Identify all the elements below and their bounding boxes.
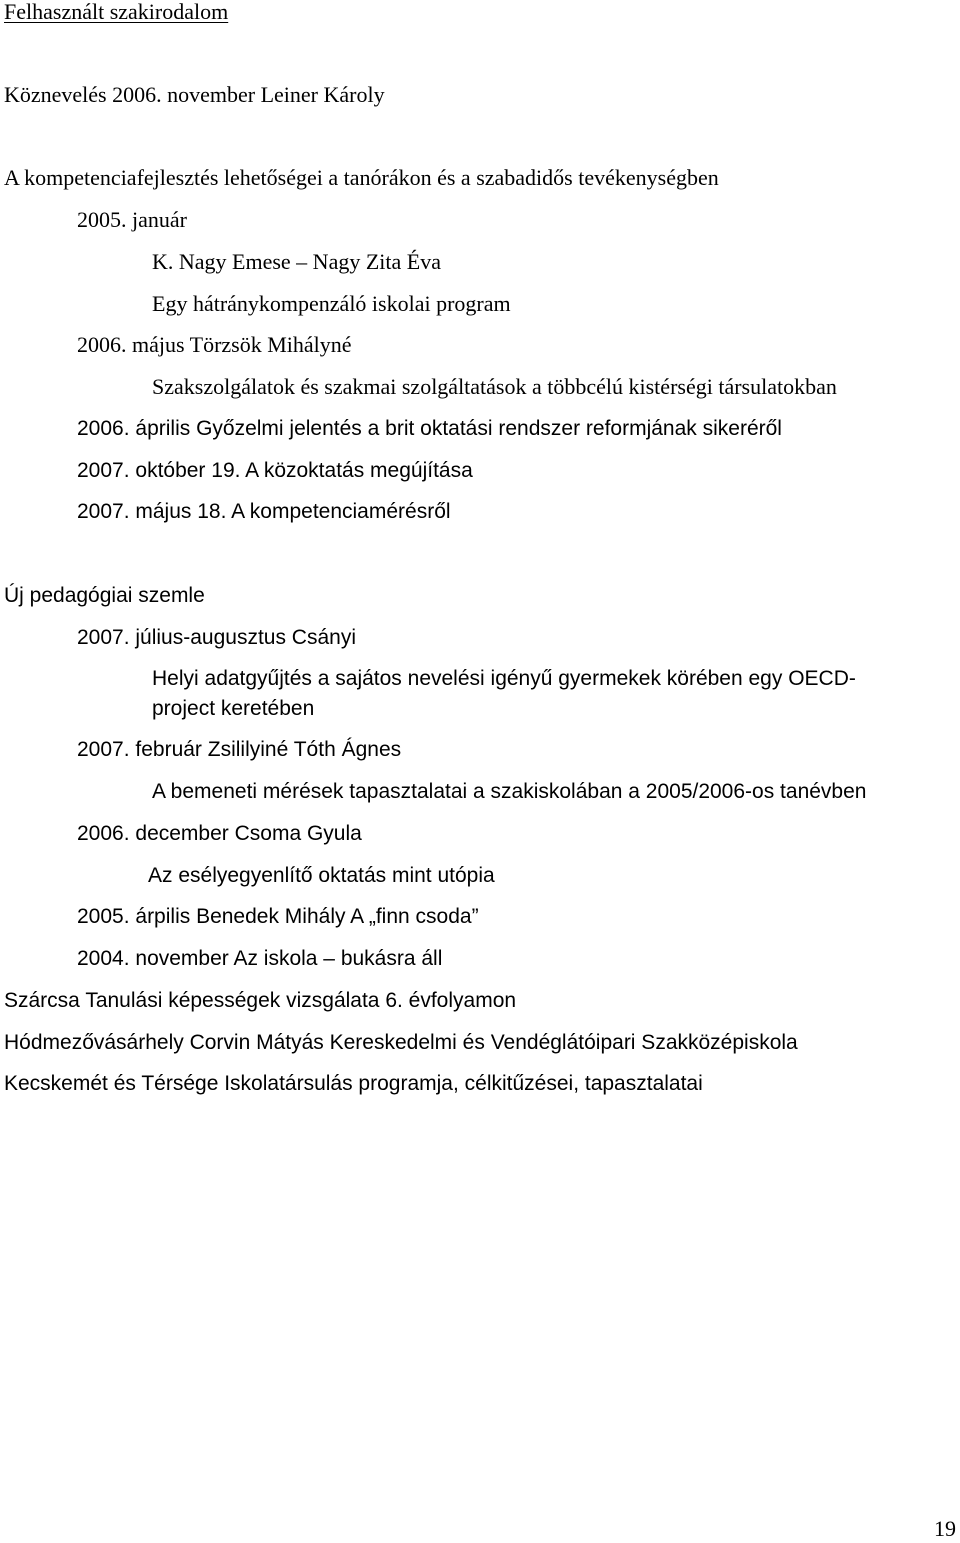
reference-line: 2007. február Zsililyiné Tóth Ágnes xyxy=(77,738,402,761)
reference-line: Köznevelés 2006. november Leiner Károly xyxy=(4,82,385,107)
reference-line: 2007. május 18. A kompetenciamérésről xyxy=(77,500,451,523)
reference-line: Egy hátránykompenzáló iskolai program xyxy=(152,291,511,316)
reference-line: Helyi adatgyűjtés a sajátos nevelési igényű gyermekek körében egy OECD- xyxy=(152,667,856,690)
reference-line: 2007. október 19. A közoktatás megújítása xyxy=(77,459,473,482)
reference-line: A kompetenciafejlesztés lehetőségei a tanórákon és a szabadidős tevékenységben xyxy=(4,165,719,190)
reference-line: K. Nagy Emese – Nagy Zita Éva xyxy=(152,249,441,274)
reference-line: Az esélyegyenlítő oktatás mint utópia xyxy=(148,864,495,887)
reference-line: 2005. árpilis Benedek Mihály A „finn csoda” xyxy=(77,905,479,928)
reference-line: Kecskemét és Térsége Iskolatársulás programja, célkitűzései, tapasztalatai xyxy=(4,1072,703,1095)
reference-line: 2005. január xyxy=(77,207,187,232)
reference-line: project keretében xyxy=(152,697,315,720)
reference-line: 2006. április Győzelmi jelentés a brit oktatási rendszer reformjának sikeréről xyxy=(77,417,782,440)
reference-line: Új pedagógiai szemle xyxy=(4,584,205,607)
bibliography-heading: Felhasznált szakirodalom xyxy=(4,0,229,24)
reference-line: 2007. július-augusztus Csányi xyxy=(77,626,356,649)
reference-line: 2006. május Törzsök Mihályné xyxy=(77,332,352,357)
reference-line: Hódmezővásárhely Corvin Mátyás Kereskedelmi és Vendéglátóipari Szakközépiskola xyxy=(4,1031,798,1054)
reference-line: Szárcsa Tanulási képességek vizsgálata 6. évfolyamon xyxy=(4,989,517,1012)
reference-line: Szakszolgálatok és szakmai szolgáltatások a többcélú kistérségi társulatokban xyxy=(152,374,837,399)
reference-line: 2006. december Csoma Gyula xyxy=(77,822,362,845)
page-number: 19 xyxy=(934,1516,956,1541)
reference-line: A bemeneti mérések tapasztalatai a szakiskolában a 2005/2006-os tanévben xyxy=(152,780,867,803)
reference-line: 2004. november Az iskola – bukásra áll xyxy=(77,947,443,970)
